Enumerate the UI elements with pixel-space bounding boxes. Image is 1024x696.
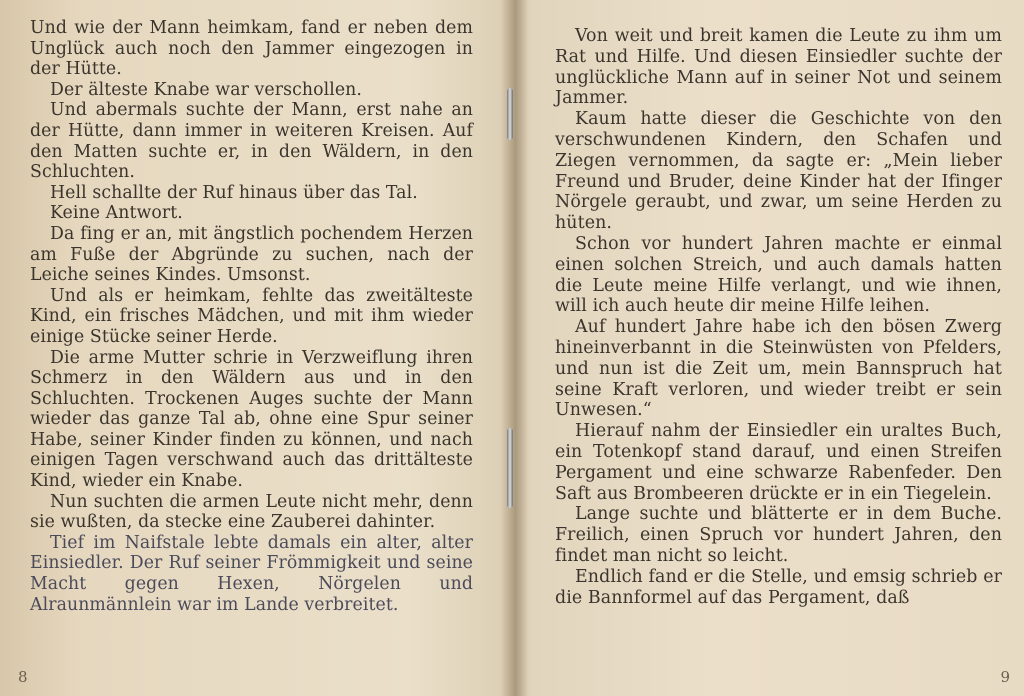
paragraph: Endlich fand er die Stelle, und emsig schrieb er die Bannformel auf das Pergament, daß <box>555 566 1002 608</box>
staple-top <box>507 88 513 140</box>
paragraph: Hierauf nahm der Einsiedler ein uraltes Buch, ein Totenkopf stand darauf, und einen Streifen Pergament und eine schwarze Rabenfeder. Den Saft aus Brombeeren drückte er in ein Tiegelein. <box>555 421 1002 504</box>
paragraph: Und abermals suchte der Mann, erst nahe an der Hütte, dann immer in weiteren Kreisen. Auf den Matten suchte er, in den Wäldern, in den Schluchten. <box>30 100 473 183</box>
page-number: 9 <box>1000 668 1010 686</box>
staple-bottom <box>507 428 513 508</box>
paragraph: Kaum hatte dieser die Geschichte von den verschwundenen Kindern, den Schafen und Ziegen vernommen, da sagte er: „Mein lieber Freund und Bruder, deine Kinder hat der Ifinger Nörgele geraubt, und zwar, um seine Herden zu hüten. <box>555 109 1002 234</box>
left-page <box>0 0 505 696</box>
right-page <box>525 0 1024 696</box>
paragraph: Und als er heimkam, fehlte das zweitälteste Kind, ein frisches Mädchen, und mit ihm wieder einige Stücke seiner Herde. <box>30 285 473 347</box>
paragraph: Hell schallte der Ruf hinaus über das Tal. <box>50 182 418 203</box>
paragraph: Auf hundert Jahre habe ich den bösen Zwerg hineinverbannt in die Steinwüsten von Pfelders, und nun ist die Zeit um, mein Bannspruch hat seine Kraft verloren, und wieder treibt er sein Unwesen.“ <box>555 317 1002 421</box>
paragraph: Tief im Naifstale lebte damals ein alter, alter Einsiedler. Der Ruf seiner Frömmigkeit und seine Macht gegen Hexen, Nörgelen und Alraunmännlein war im Lande verbreitet. <box>30 532 473 615</box>
paragraph: Der älteste Knabe war verschollen. <box>50 79 362 100</box>
page-number: 8 <box>18 668 28 686</box>
paragraph: Schon vor hundert Jahren machte er einmal einen solchen Streich, und auch damals hatten die Leute meine Hilfe verlangt, und wie ihnen, will ich auch heute dir meine Hilfe leihen. <box>555 233 1002 317</box>
paragraph: Und wie der Mann heimkam, fand er neben dem Unglück auch noch den Jammer eingezogen in der Hütte. <box>30 18 473 80</box>
paragraph: Da fing er an, mit ängstlich pochendem Herzen am Fuße der Abgründe zu suchen, nach der Leiche seines Kindes. Umsonst. <box>30 223 473 286</box>
paragraph: Keine Antwort. <box>50 203 183 224</box>
paragraph: Von weit und breit kamen die Leute zu ihm um Rat und Hilfe. Und diesen Einsiedler suchte der unglückliche Mann auf in seiner Not und seinem Jammer. <box>555 26 1002 109</box>
paragraph: Nun suchten die armen Leute nicht mehr, denn sie wußten, da stecke eine Zauberei dahinter. <box>30 491 473 533</box>
paragraph: Die arme Mutter schrie in Verzweiflung ihren Schmerz in den Wäldern aus und in den Schluchten. Trockenen Auges suchte der Mann wieder das ganze Tal ab, ohne eine Spur seiner Habe, seiner Kinder finden zu können, und nach einigen Tagen verschwand auch das drittälteste Kind, wieder ein Knabe. <box>30 347 473 492</box>
paragraph: Lange suchte und blätterte er in dem Buche. Freilich, einen Spruch vor hundert Jahren, den findet man nicht so leicht. <box>555 504 1002 566</box>
